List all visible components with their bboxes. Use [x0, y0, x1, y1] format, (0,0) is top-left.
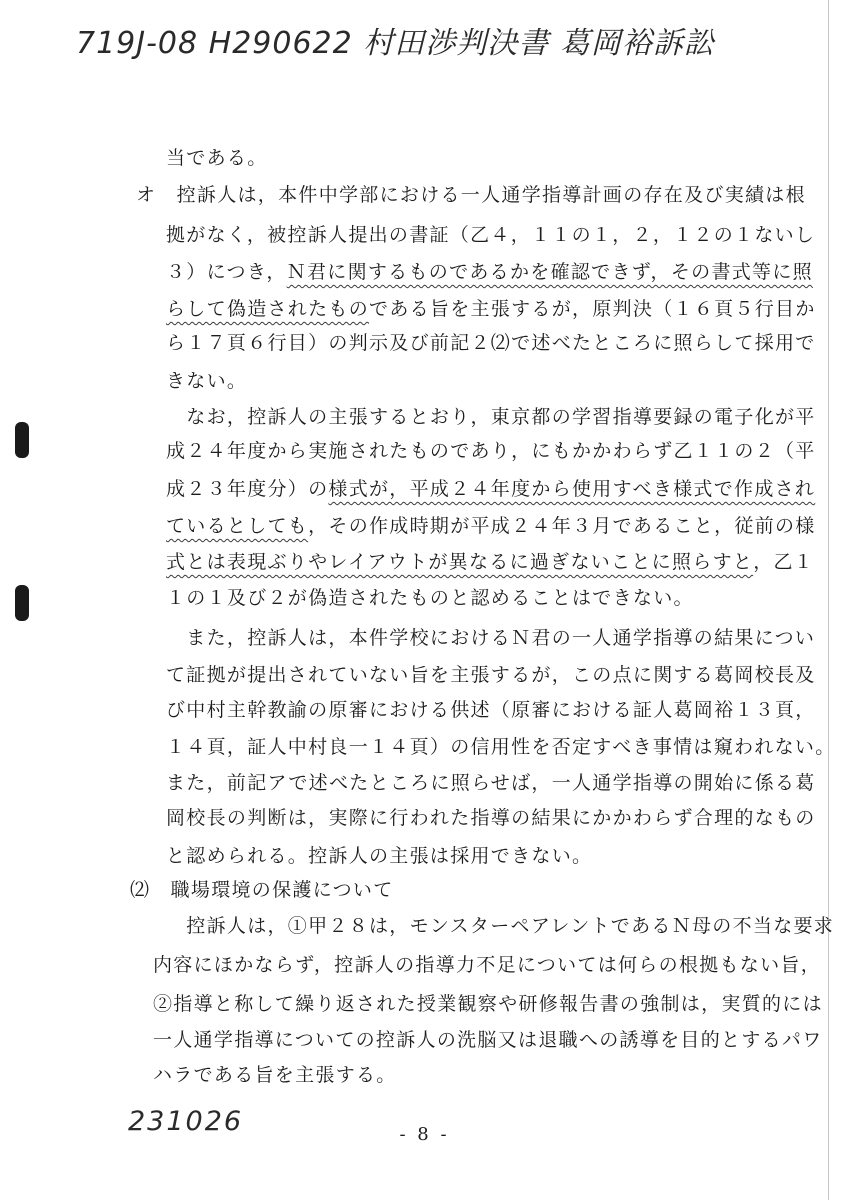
text-line: 成２４年度から実施されたものであり，にもかかわらず乙１１の２（平	[166, 440, 816, 462]
handwritten-underline-text: Ｎ君に関するものであるかを確認できず，その書式等に照	[286, 261, 813, 283]
text-line: また，前記アで述べたところに照らせば，一人通学指導の開始に係る葛	[166, 772, 816, 794]
text-segment: 成２３年度分）の	[166, 478, 329, 500]
text-line: 当である。	[166, 147, 268, 169]
text-line: ら１７頁６行目）の判示及び前記２⑵で述べたところに照らして採用で	[166, 332, 816, 354]
text-line	[166, 477, 815, 501]
handwritten-footer-note: 231026	[128, 1106, 244, 1137]
text-line: １４頁，証人中村良一１４頁）の信用性を否定すべき事情は窺われない。	[166, 736, 836, 758]
text-line: ②指導と称して繰り返された授業観察や研修報告書の強制は，実質的には	[153, 993, 823, 1015]
text-segment: ，乙１	[753, 551, 815, 573]
text-line: また，控訴人は，本件学校におけるＮ君の一人通学指導の結果につい	[166, 627, 816, 649]
text-line	[166, 514, 816, 538]
text-line: きない。	[166, 370, 248, 392]
text-line: １の１及び２が偽造されたものと認めることはできない。	[166, 587, 694, 609]
text-line: なお，控訴人の主張するとおり，東京都の学習指導要録の電子化が平	[166, 406, 816, 428]
text-line	[166, 550, 814, 574]
text-line: て証拠が提出されていない旨を主張するが，この点に関する葛岡校長及	[166, 664, 816, 686]
text-line: オ 控訴人は，本件中学部における一人通学指導計画の存在及び実績は根	[136, 184, 806, 206]
text-line: 拠がなく，被控訴人提出の書証（乙４，１１の１，２，１２の１ないし	[166, 224, 816, 246]
text-segment: である旨を主張するが，原判決（１６頁５行目か	[369, 298, 816, 320]
handwritten-underline-text: 様式が，平成２４年度から使用すべき様式で作成され	[328, 478, 816, 500]
text-line: と認められる。控訴人の主張は採用できない。	[166, 845, 593, 867]
text-line: 内容にほかならず，控訴人の指導力不足については何らの根拠もない旨，	[153, 954, 822, 976]
text-line: 岡校長の判断は，実際に行われた指導の結果にかかわらず合理的なもの	[166, 807, 816, 829]
text-line: び中村主幹教諭の原審における供述（原審における証人葛岡裕１３頁，	[166, 699, 816, 721]
handwritten-underline-text: らして偽造されたもの	[166, 298, 370, 320]
text-line: 控訴人は，①甲２８は，モンスターペアレントであるＮ母の不当な要求	[166, 915, 835, 937]
text-line: ハラである旨を主張する。	[153, 1064, 397, 1086]
text-line: 一人通学指導についての控訴人の洗脳又は退職への誘導を目的とするパワ	[153, 1029, 823, 1051]
page-number: - 8 -	[399, 1124, 450, 1145]
binder-hole	[15, 422, 29, 458]
text-line	[166, 260, 813, 284]
text-segment: ３）につき，	[166, 261, 287, 283]
handwritten-header-note: 719J-08 H290622 村田渉判決書 葛岡裕訴訟	[76, 26, 715, 61]
text-line	[166, 297, 816, 321]
handwritten-underline-text: 式とは表現ぶりやレイアウトが異なるに過ぎないことに照らすと	[166, 551, 754, 573]
text-segment: ，その作成時期が平成２４年３月であること，従前の様	[308, 515, 816, 537]
binder-hole	[15, 585, 29, 621]
handwritten-underline-text: ているとしても	[166, 515, 309, 537]
text-line: ⑵ 職場環境の保護について	[130, 879, 394, 901]
page-edge	[828, 0, 829, 1200]
